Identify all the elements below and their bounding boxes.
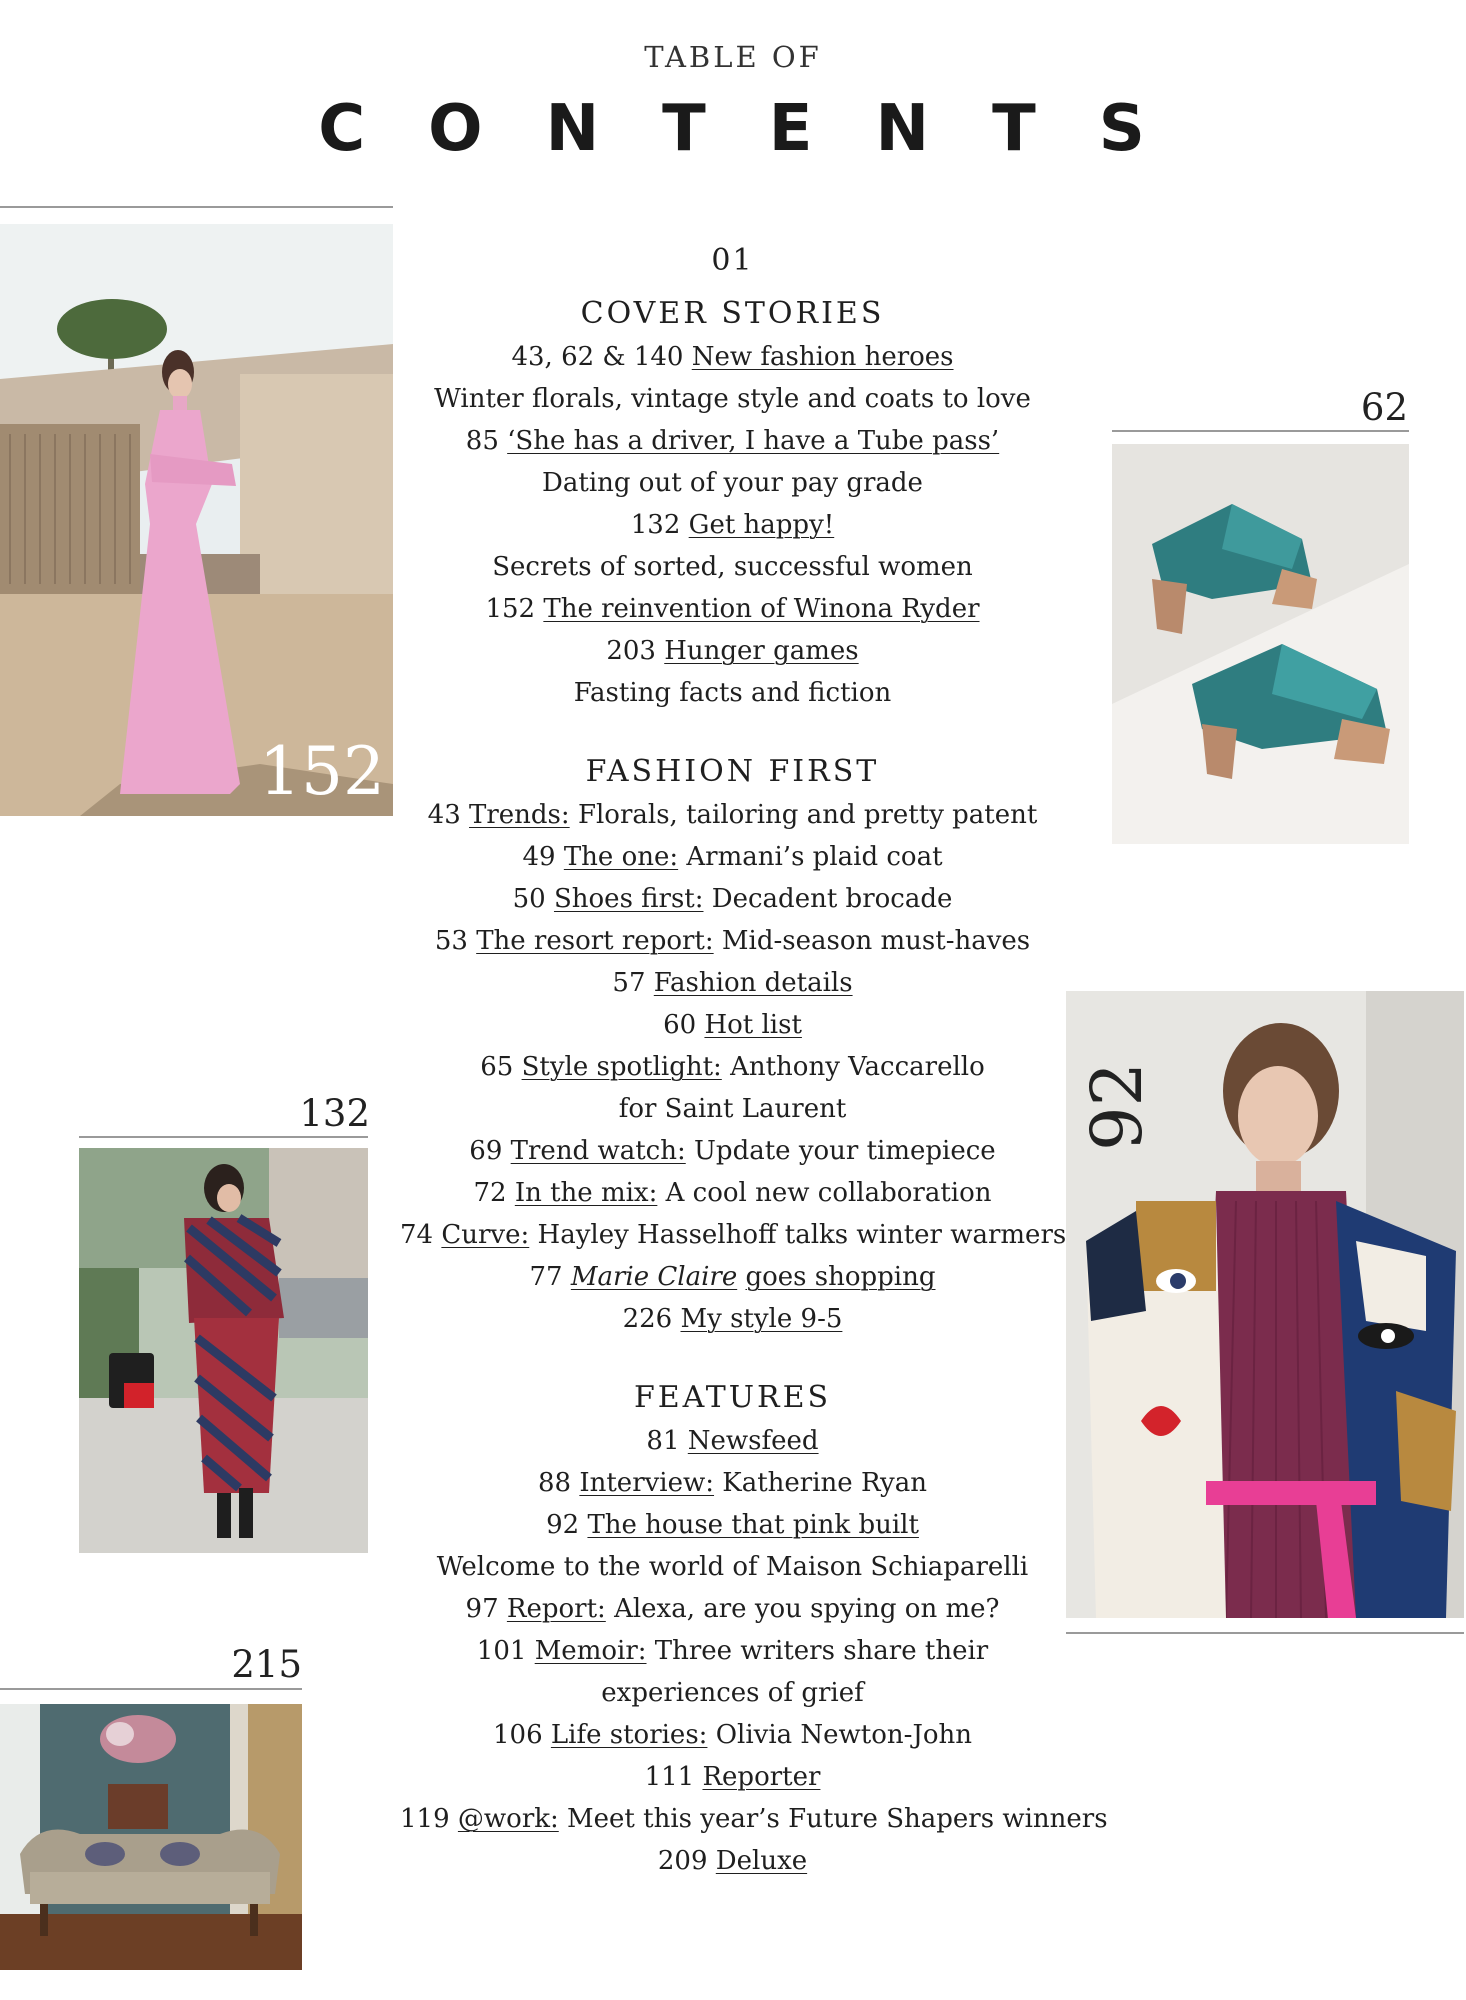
photo-page-number: 92 [1076, 1061, 1158, 1151]
toc-entry[interactable] [400, 1798, 1108, 1840]
toc-entry[interactable] [400, 1130, 1065, 1172]
toc-entry[interactable] [400, 1214, 1065, 1256]
page-number: 88 [537, 1468, 572, 1498]
article-title[interactable]: goes shopping [745, 1262, 936, 1292]
article-title[interactable]: Fashion details [653, 968, 853, 998]
teal-shoes-image [1112, 444, 1409, 844]
antique-sofa-image [0, 1704, 302, 1970]
article-title[interactable]: Get happy! [688, 510, 835, 540]
page-number: 106 [492, 1720, 543, 1750]
toc-entry[interactable] [400, 1298, 1065, 1340]
photo-62[interactable] [1112, 444, 1409, 844]
article-summary: Katherine Ryan [722, 1468, 927, 1498]
photo-page-number: 132 [299, 1092, 370, 1135]
toc-description [400, 1088, 1065, 1130]
toc-entry[interactable] [400, 836, 1065, 878]
photo-215[interactable] [0, 1704, 302, 1970]
page-title: CONTENTS [318, 92, 1208, 166]
page-number: 69 [469, 1136, 503, 1166]
article-title[interactable]: The one: [563, 842, 679, 872]
toc-entry[interactable] [400, 1420, 1065, 1462]
article-title[interactable]: Memoir: [534, 1636, 647, 1666]
toc-entry[interactable] [400, 1504, 1065, 1546]
toc-entry[interactable] [400, 962, 1065, 1004]
page-number: 65 [480, 1052, 514, 1082]
article-summary: Welcome to the world of Maison Schiaparelli [436, 1552, 1029, 1582]
page-number: 203 [606, 636, 656, 666]
toc-description [400, 546, 1065, 588]
toc-entry[interactable] [400, 336, 1065, 378]
page-number: 57 [612, 968, 646, 998]
page-number: 226 [622, 1304, 673, 1334]
issue-number: 01 [711, 243, 754, 278]
article-summary: Update your timepiece [694, 1136, 996, 1166]
article-summary: Three writers share their [654, 1636, 989, 1666]
article-summary: Dating out of your pay grade [542, 468, 923, 498]
article-summary: Decadent brocade [711, 884, 953, 914]
toc-entry[interactable] [400, 878, 1065, 920]
article-summary: Mid-season must-haves [721, 926, 1031, 956]
section-heading: COVER STORIES [580, 296, 885, 331]
article-summary: Armani’s plaid coat [686, 842, 943, 872]
toc-entry[interactable] [400, 1172, 1065, 1214]
toc-entry[interactable] [400, 1630, 1065, 1672]
article-title[interactable]: The resort report: [476, 926, 714, 956]
article-summary: experiences of grief [601, 1678, 864, 1708]
article-title[interactable]: Curve: [441, 1220, 530, 1250]
toc-entry[interactable] [400, 1588, 1065, 1630]
section-heading: FEATURES [633, 1380, 832, 1415]
toc-entry[interactable] [400, 920, 1065, 962]
article-title[interactable]: My style 9-5 [680, 1304, 843, 1334]
article-summary: Secrets of sorted, successful women [492, 552, 973, 582]
article-title[interactable]: In the mix: [514, 1178, 658, 1208]
page-number: 49 [522, 842, 556, 872]
photo-152[interactable] [0, 224, 393, 816]
toc-description [400, 378, 1065, 420]
article-summary: Anthony Vaccarello [730, 1052, 985, 1082]
page-number: 74 [400, 1220, 434, 1250]
article-title[interactable]: New fashion heroes [691, 342, 954, 372]
page-number: 77 [529, 1262, 563, 1292]
article-title[interactable]: Reporter [702, 1762, 821, 1792]
toc-entry[interactable] [400, 420, 1065, 462]
page-number: 209 [657, 1846, 708, 1876]
toc-entry[interactable] [400, 1462, 1065, 1504]
toc-entry[interactable] [400, 630, 1065, 672]
toc-entry[interactable] [400, 1256, 1065, 1298]
toc-entry[interactable] [400, 1046, 1065, 1088]
article-title[interactable]: ‘She has a driver, I have a Tube pass’ [507, 426, 1000, 456]
article-summary: Winter florals, vintage style and coats to love [434, 384, 1031, 414]
page-number: 60 [663, 1010, 697, 1040]
page-number: 97 [465, 1594, 499, 1624]
photo-page-number: 152 [259, 733, 385, 810]
article-summary: Meet this year’s Future Shapers winners [567, 1804, 1108, 1834]
article-title[interactable]: Deluxe [715, 1846, 808, 1876]
toc-description [400, 1546, 1065, 1588]
page-number: 43 [427, 800, 461, 830]
page-number: 111 [644, 1762, 695, 1792]
header-subtitle: TABLE OF [644, 40, 822, 74]
toc-description [400, 462, 1065, 504]
article-summary: Fasting facts and fiction [573, 678, 892, 708]
toc-description [400, 672, 1065, 714]
article-title[interactable]: Newsfeed [687, 1426, 819, 1456]
toc-entry[interactable] [400, 1840, 1065, 1882]
article-summary: A cool new collaboration [665, 1178, 992, 1208]
page-number: 119 [400, 1804, 450, 1834]
page-number: 152 [485, 594, 536, 624]
page-number: 72 [473, 1178, 507, 1208]
pink-gown-image [0, 224, 393, 816]
article-summary: Florals, tailoring and pretty patent [577, 800, 1038, 830]
article-title[interactable]: @work: [457, 1804, 559, 1834]
article-summary: for Saint Laurent [618, 1094, 847, 1124]
striped-outfit-image [79, 1148, 368, 1553]
page-number: 132 [630, 510, 681, 540]
page-number: 101 [476, 1636, 527, 1666]
divider-rule [1112, 430, 1409, 432]
article-title[interactable]: Trend watch: [510, 1136, 686, 1166]
photo-page-number: 215 [231, 1643, 302, 1686]
article-title[interactable]: Hot list [704, 1010, 802, 1040]
table-of-contents [400, 240, 1108, 1882]
page-number: 50 [512, 884, 546, 914]
photo-page-number: 62 [1360, 386, 1408, 429]
divider-rule [0, 1688, 302, 1690]
article-title[interactable]: Trends: [469, 800, 570, 830]
toc-description [400, 1672, 1065, 1714]
photo-92[interactable] [1066, 991, 1464, 1618]
article-title[interactable]: Shoes first: [553, 884, 704, 914]
article-title[interactable]: Style spotlight: [521, 1052, 722, 1082]
toc-entry[interactable] [400, 794, 1065, 836]
page-number: 92 [546, 1510, 580, 1540]
page-number: 85 [465, 426, 499, 456]
page-number: 53 [434, 926, 468, 956]
article-title[interactable]: Interview: [579, 1468, 715, 1498]
article-title[interactable]: The house that pink built [587, 1510, 919, 1540]
article-title[interactable]: Hunger games [664, 636, 859, 666]
page-number: 81 [646, 1426, 680, 1456]
article-summary: Hayley Hasselhoff talks winter warmers [537, 1220, 1067, 1250]
article-title[interactable]: The reinvention of Winona Ryder [543, 594, 980, 624]
toc-entry[interactable] [400, 1756, 1065, 1798]
photo-132[interactable] [79, 1148, 368, 1553]
article-summary: Olivia Newton-John [715, 1720, 973, 1750]
toc-entry[interactable] [400, 588, 1065, 630]
article-title[interactable]: Report: [506, 1594, 606, 1624]
page-number: 43, 62 & 140 [511, 342, 684, 372]
article-summary: Alexa, are you spying on me? [614, 1594, 1000, 1624]
divider-rule [0, 206, 393, 208]
divider-rule [1066, 1632, 1464, 1634]
publication-name: Marie Claire [570, 1262, 738, 1292]
article-title[interactable]: Life stories: [550, 1720, 708, 1750]
divider-rule [79, 1136, 368, 1138]
toc-entry[interactable] [400, 1004, 1065, 1046]
toc-entry[interactable] [400, 1714, 1065, 1756]
section-heading: FASHION FIRST [585, 754, 880, 789]
toc-entry[interactable] [400, 504, 1065, 546]
